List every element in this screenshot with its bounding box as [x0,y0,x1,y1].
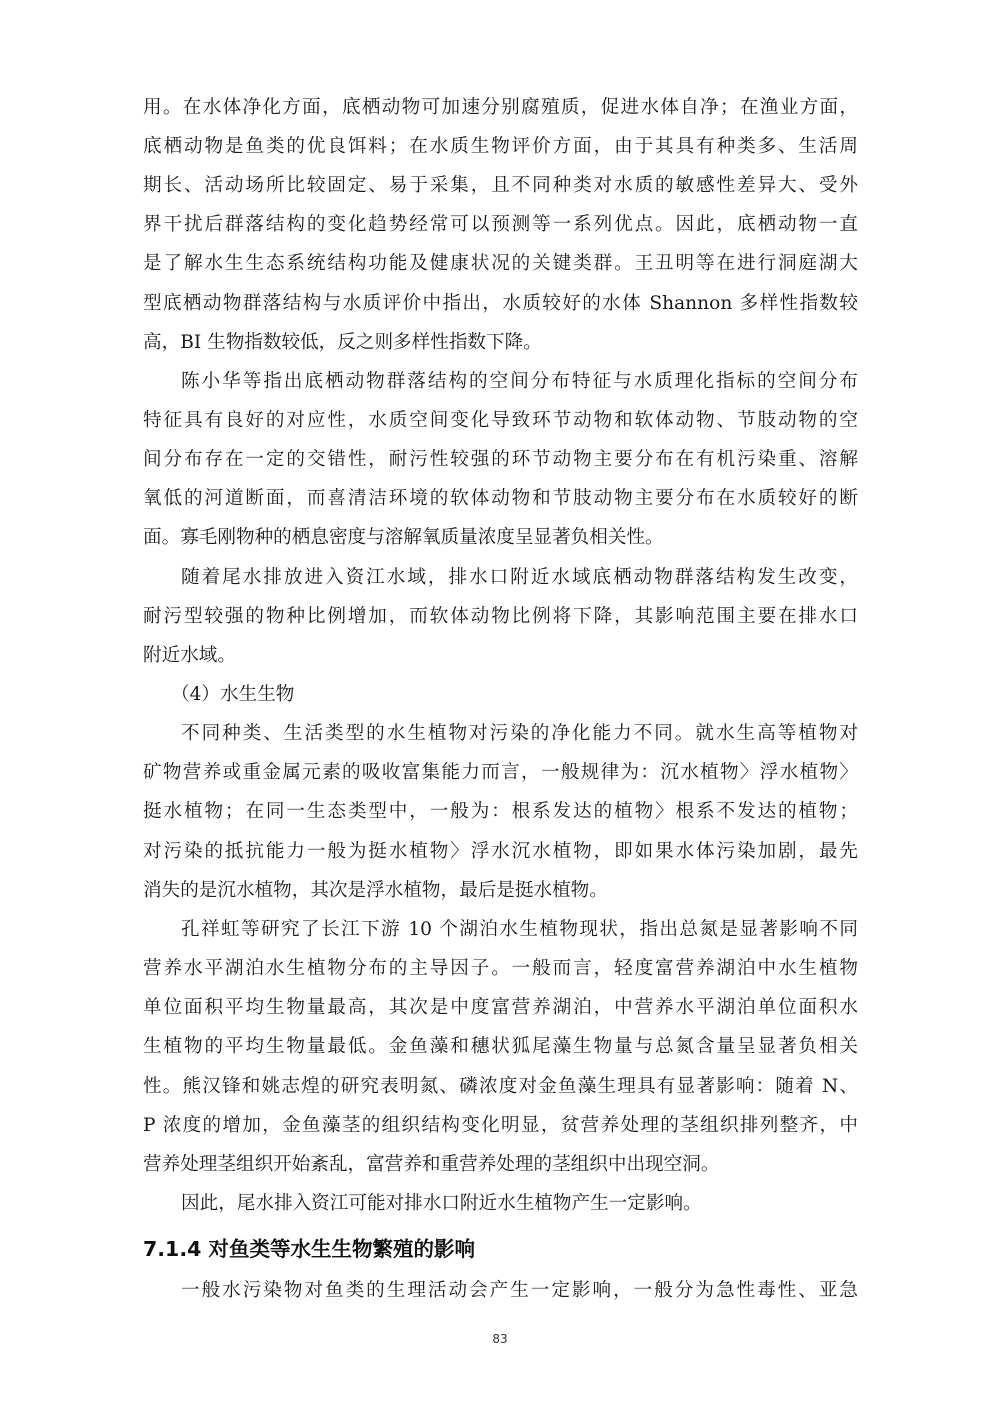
text-line: 型底栖动物群落结构与水质评价中指出，水质较好的水体 Shannon 多样性指数较 [143,293,858,314]
text-line: 高，BI 生物指数较低，反之则多样性指数下降。 [143,332,542,353]
text-line: 陈小华等指出底栖动物群落结构的空间分布特征与水质理化指标的空间分布 [181,371,858,392]
text-line: 生植物的平均生物量最低。金鱼藻和穗状狐尾藻生物量与总氮含量呈显著负相关 [143,1036,858,1057]
subheading: （4）水生生物 [171,684,295,705]
text-line: 不同种类、生活类型的水生植物对污染的净化能力不同。就水生高等植物对 [181,723,858,744]
text-line: 营养处理茎组织开始紊乱，富营养和重营养处理的茎组织中出现空洞。 [143,1154,720,1175]
text-line: 底栖动物是鱼类的优良饵料；在水质生物评价方面，由于其具有种类多、生活周 [143,136,858,157]
text-line: 孔祥虹等研究了长江下游 10 个湖泊水生植物现状，指出总氮是显著影响不同 [181,919,858,940]
text-line: 矿物营养或重金属元素的吸收富集能力而言，一般规律为：沉水植物〉浮水植物〉 [143,762,858,783]
text-line: 挺水植物；在同一生态类型中，一般为：根系发达的植物〉根系不发达的植物； [143,801,858,822]
text-line: 界干扰后群落结构的变化趋势经常可以预测等一系列优点。因此，底栖动物一直 [143,214,858,235]
text-line: 附近水域。 [143,645,236,666]
text-line: P 浓度的增加，金鱼藻茎的组织结构变化明显，贫营养处理的茎组织排列整齐，中 [143,1115,858,1136]
text-line: 用。在水体净化方面，底栖动物可加速分别腐殖质，促进水体自净；在渔业方面， [143,97,858,118]
text-line: 一般水污染物对鱼类的生理活动会产生一定影响，一般分为急性毒性、亚急 [181,1280,858,1301]
text-line: 特征具有良好的对应性，水质空间变化导致环节动物和软体动物、节肢动物的空 [143,410,858,431]
text-line: 单位面积平均生物量最高，其次是中度富营养湖泊，中营养水平湖泊单位面积水 [143,997,858,1018]
section-heading: 7.1.4 对鱼类等水生生物繁殖的影响 [143,1237,476,1261]
text-line: 消失的是沉水植物，其次是浮水植物，最后是挺水植物。 [143,880,608,901]
page-number: 83 [492,1332,508,1346]
text-line: 氧低的河道断面，而喜清洁环境的软体动物和节肢动物主要分布在水质较好的断 [143,488,858,509]
text-line: 对污染的抵抗能力一般为挺水植物〉浮水沉水植物，即如果水体污染加剧，最先 [143,841,858,862]
text-line: 期长、活动场所比较固定、易于采集，且不同种类对水质的敏感性差异大、受外 [143,175,858,196]
text-line: 因此，尾水排入资江可能对排水口附近水生植物产生一定影响。 [181,1193,702,1214]
text-line: 营养水平湖泊水生植物分布的主导因子。一般而言，轻度富营养湖泊中水生植物 [143,958,858,979]
text-line: 随着尾水排放进入资江水域，排水口附近水域底栖动物群落结构发生改变， [181,567,858,588]
text-line: 性。熊汉锋和姚志煌的研究表明氮、磷浓度对金鱼藻生理具有显著影响：随着 N、 [143,1076,858,1097]
text-line: 间分布存在一定的交错性，耐污性较强的环节动物主要分布在有机污染重、溶解 [143,449,858,470]
text-line: 耐污型较强的物种比例增加，而软体动物比例将下降，其影响范围主要在排水口 [143,606,858,627]
text-line: 面。寡毛刚物种的栖息密度与溶解氧质量浓度呈显著负相关性。 [143,527,664,548]
text-line: 是了解水生生态系统结构功能及健康状况的关键类群。王丑明等在进行洞庭湖大 [143,253,858,274]
